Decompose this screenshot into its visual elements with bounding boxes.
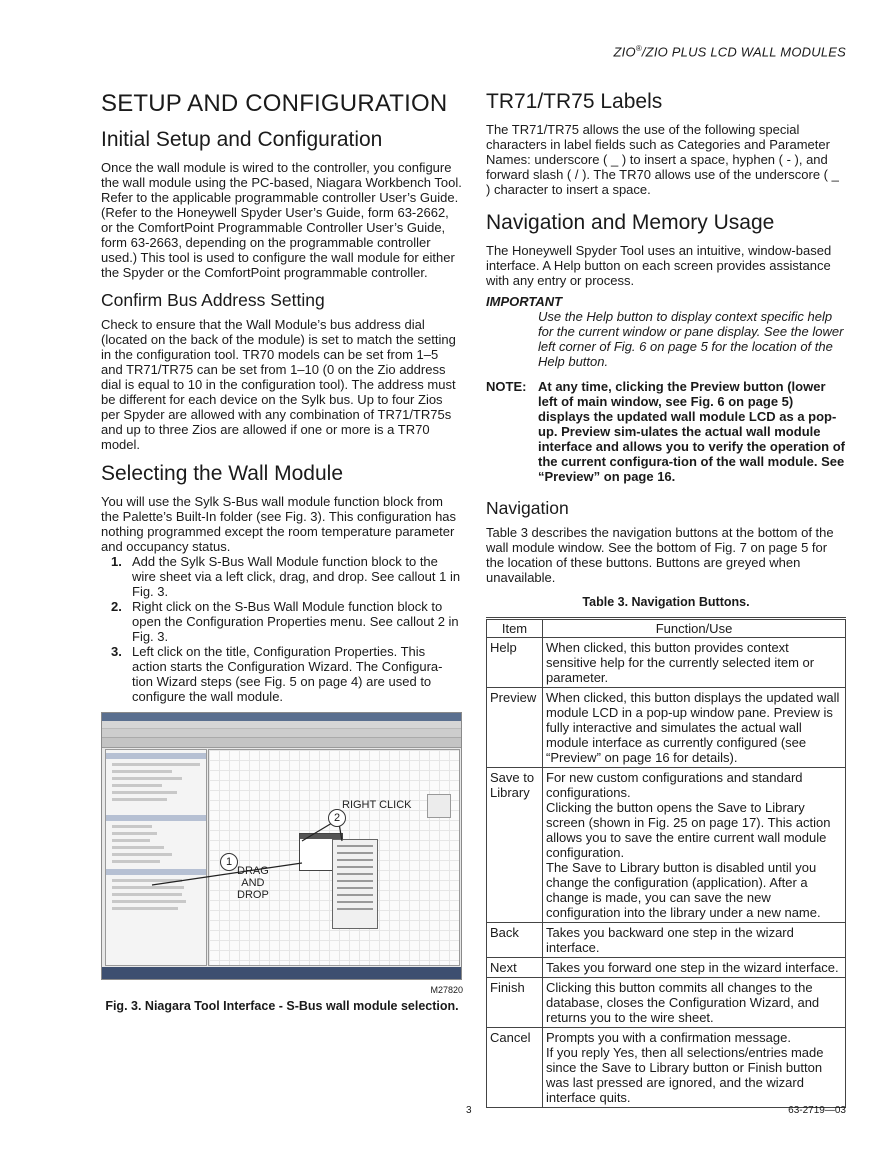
initial-setup-text: Once the wall module is wired to the controller, you configure the wall module using the PC-based, Niagara Workbench Tool. Refer to the applicable programmable controller User’s Guide. (Refer to the Honeywell Spyder User’s Guide, form 63-2662, or the ComfortPoint Programmable Controller User’s Guide, form 63-2663, depending on the programmable controller used.) This tool is used to configure the wall module for either the Spyder or the ComfortPoint programmable controller.	[101, 160, 462, 280]
table-row: Preview When clicked, this button displays the updated wall module LCD in a pop-up window pane. Preview is fully interactive and simulates the actual wall module interface as currently configured (see “Preview” on page 16 for details).	[487, 688, 846, 768]
note-label: NOTE:	[486, 379, 527, 394]
table-row: Next Takes you forward one step in the wizard interface.	[487, 958, 846, 978]
selecting-text: You will use the Sylk S-Bus wall module function block from the Palette’s Built-In folder (see Fig. 3). This configuration has nothing programmed except the room temperature parameter and occupancy status.	[101, 494, 457, 554]
table-header: Item	[487, 619, 543, 638]
labels-heading: TR71/TR75 Labels	[486, 90, 663, 113]
step-item: 2. Right click on the S-Bus Wall Module function block to open the Configuration Properties menu. See callout 2 in Fig. 3.	[111, 599, 459, 644]
callout-1-circle: 1	[220, 853, 238, 871]
initial-setup-heading: Initial Setup and Configuration	[101, 128, 383, 151]
niagara-screenshot-figure	[101, 712, 462, 980]
drag-drop-callout: DRAG AND DROP	[237, 865, 269, 901]
callout-2-circle: 2	[328, 809, 346, 827]
note-block	[486, 379, 846, 484]
right-click-callout: RIGHT CLICK	[342, 799, 412, 811]
nav-memory-text: The Honeywell Spyder Tool uses an intuitive, window-based interface. A Help button on each screen provides assistance with any entry or process.	[486, 243, 832, 288]
step-item: 3. Left click on the title, Configuration Properties. This action starts the Configuration Wizard. The Configura-tion Wizard steps (see Fig. 5 on page 4) are used to configure the wall module.	[111, 644, 443, 704]
callout-arrows	[102, 713, 461, 979]
table-row: Finish Clicking this button commits all changes to the database, closes the Configuration Wizard, and returns you to the wire sheet.	[487, 978, 846, 1028]
confirm-bus-heading: Confirm Bus Address Setting	[101, 290, 325, 310]
confirm-bus-text: Check to ensure that the Wall Module’s bus address dial (located on the back of the module) is set to match the setting in the configuration tool. TR70 models can be set from 1–5 and TR71/TR75 can be set from 1–10 (0 on the Zio address dial is equal to 10 in the configuration tool). The address must be different for each device on the Sylk bus. Up to four Zios per Spyder are allowed with any combination of TR71/TR75s and up to three Zios are allowed if one or more is a TR70 model.	[101, 317, 456, 452]
nav-memory-heading: Navigation and Memory Usage	[486, 211, 775, 234]
section-title: SETUP AND CONFIGURATION	[101, 90, 448, 117]
table-row: Save to Library For new custom configurations and standard configurations. Clicking the button opens the Save to Library screen (shown in Fig. 25 on page 17). This action allows you to save the entire current wall module configuration. The Save to Library button is disabled until you change the configuration (application). After a change is made, you can save the new configuration into the library under a new name.	[487, 768, 846, 923]
table-caption: Table 3. Navigation Buttons.	[582, 595, 750, 609]
navigation-text: Table 3 describes the navigation buttons at the bottom of the wall module window. See the bottom of Fig. 7 on page 5 for the location of these buttons. Buttons are greyed when unavailable.	[486, 525, 834, 585]
table-header: Function/Use	[543, 619, 846, 638]
figure-caption: Fig. 3. Niagara Tool Interface - S-Bus wall module selection.	[105, 999, 459, 1013]
important-text: Use the Help button to display context specific help for the current window or pane display. See the lower left corner of Fig. 6 on page 5 for the location of the Help button.	[538, 309, 844, 369]
important-label: IMPORTANT	[486, 294, 563, 309]
right-column	[486, 90, 846, 1108]
labels-text: The TR71/TR75 allows the use of the following special characters in label fields such as Categories and Parameter Names: underscore ( _ ) to insert a space, hyphen ( - ), and forward slash ( / ). The TR70 allows use of the underscore ( _ ) character to insert a space.	[486, 122, 839, 197]
navigation-buttons-table	[486, 617, 846, 1108]
page-number: 3	[466, 1105, 472, 1116]
table-row: Cancel Prompts you with a confirmation message. If you reply Yes, then all selections/entries made since the Save to Library button or Finish button was last pressed are ignored, and the wizard interface quits.	[487, 1028, 846, 1108]
navigation-heading: Navigation	[486, 498, 569, 518]
note-text: At any time, clicking the Preview button (lower left of main window, see Fig. 6 on page 5) displays the updated wall module LCD as a pop-up. Preview sim-ulates the actual wall module interface and allows you to verify the operation of the current configura-tion of the wall module. See “Preview” on page 16.	[538, 379, 845, 484]
running-header: ZIO®/ZIO PLUS LCD WALL MODULES	[613, 44, 846, 60]
document-number: 63-2719—03	[788, 1105, 846, 1116]
steps-list	[101, 554, 463, 704]
table-row: Help When clicked, this button provides context sensitive help for the currently selected item or parameter.	[487, 638, 846, 688]
step-item: 1. Add the Sylk S-Bus Wall Module function block to the wire sheet via a left click, drag, and drop. See callout 1 in Fig. 3.	[111, 554, 461, 599]
left-column	[101, 90, 463, 1013]
selecting-heading: Selecting the Wall Module	[101, 462, 344, 485]
table-header-row	[487, 619, 846, 638]
taskbar	[102, 967, 461, 979]
table-row: Back Takes you backward one step in the wizard interface.	[487, 923, 846, 958]
figure-id: M27820	[430, 985, 463, 995]
